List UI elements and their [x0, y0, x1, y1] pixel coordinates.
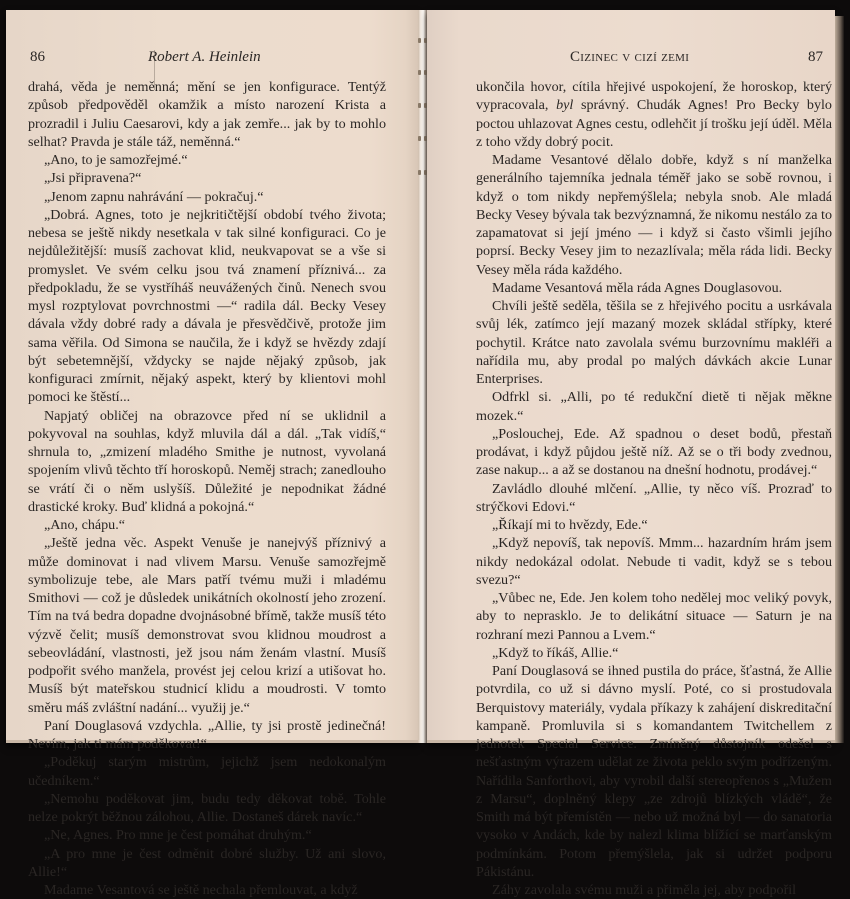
right-page: [427, 10, 835, 898]
paragraph: „Ještě jedna věc. Aspekt Venuše je nanejvýš příznivý a může dominovat i nad vlivem Marsu. Venuše samozřejmě symbolizuje tebe, ale Mars patří tvému muži i mladému Smithovi — což je důsledek unikátních okolností jeho zrození. Tím na tvá bedra dopadne dvojnásobné břímě, takže musíš této výzvě čelit; musíš demonstrovat svou klidnou moudrost a sebeovládání, vlastnosti, jež jsou nám ženám vlastní. Musíš podpořit svého manžela, provést jej celou krizí a utišovat ho. Musíš být mateřskou studnicí klidu a moudrosti. V tomto směru máš zvláštní nadání... využij je.“: [28, 535, 386, 716]
left-page-text: [28, 78, 386, 899]
paragraph: „Poděkuj starým mistrům, jejichž jsem nedokonalým učedníkem.“: [28, 754, 386, 789]
paragraph-text: ukončila hovor, cítila hřejivé uspokojení, že horoskop, který vypracovala,: [476, 79, 832, 114]
paragraph: „Říkají mi to hvězdy, Ede.“: [492, 517, 648, 533]
paragraph: Napjatý obličej na obrazovce před ní se uklidnil a pokyvoval na souhlas, když mluvila dál a dál. „Tak vidíš,“ shrnula to, „zmizení mladého Smithe je nutnost, vyvolaná spojením vlivů těchto tří horoskopů. Neměj strach; zanedlouho se vrátí či o něm uslyšíš. Důležité je nepodnikat žádné drastické kroky. Buď klidná a pokojná.“: [28, 407, 386, 515]
running-title-author: Robert A. Heinlein: [148, 49, 261, 65]
paragraph: „Poslouchej, Ede. Až spadnou o deset bodů, přestaň prodávat, i když půjdou ještě níž. Až se o tři body zvednou, zase nakup... a až se dostanou na dnešní hodnotu, prodávej.“: [476, 425, 832, 479]
open-book: [6, 10, 838, 898]
page-number-right: 87: [808, 49, 823, 65]
paragraph: Paní Douglasová se ihned pustila do práce, šťastná, že Allie potvrdila, co už si dávno myslí. Poté, co si prostudovala Berquistovy materiály, vydala příkazy k zahájení diskreditační kampaně. Promluvila si s komandantem Twitchellem z jednotek Special Service. Zmíněný důstojník odešel s nešťastným výrazem udělat ze života peklo svým podřízeným. Nařídila Sanforthovi, aby vyrobil další stereopřenos s „Mužem z Marsu“, doplněný klepy „ze zdrojů blízkých vládě“, že Smith má být přemístěn — nebo už možná byl — do sanatoria vysoko v Andách, kde by nalezl klima blížící se marťanským podmínkám. Potom přemýšlela, jak si udržet podporu Pákistánu.: [476, 663, 832, 880]
paragraph: Chvíli ještě seděla, těšila se z hřejivého pocitu a usrkávala svůj lék, zatímco její mazaný mozek skládal střípky, které pochytil. Krátce nato zavolala svému burzovnímu makléři a nařídila mu, aby prodal po malých dávkách akcie Lunar Enterprises.: [476, 298, 832, 387]
stitch-mark: [418, 103, 421, 108]
book-edge: [835, 16, 844, 743]
right-page-text: [476, 78, 832, 899]
paragraph: „A pro mne je čest odměnit dobré služby. Už ani slovo, Allie!“: [28, 845, 386, 880]
paragraph: „Ano, chápu.“: [44, 517, 126, 533]
paragraph: „Ne, Agnes. Pro mne je čest pomáhat druhým.“: [44, 827, 312, 844]
paragraph: Odfrkl si. „Alli, po té redukční dietě ti nějak měkne mozek.“: [476, 389, 832, 424]
paragraph: Paní Douglasová vzdychla. „Allie, ty jsi prostě jedinečná! Nevím, jak ti mám poděkovat!“: [28, 717, 386, 752]
stitch-mark: [418, 38, 421, 43]
paragraph: drahá, věda je neměnná; mění se jen konfigurace. Tentýž způsob předpověděl okamžik a místo narození Krista a prozradil i Juliu Caesarovi, kdy a jak zemře... jak by to mohlo selhat? Pravda je stále táž, neměnná.“: [28, 79, 386, 150]
emphasized-word: byl: [556, 97, 574, 114]
paragraph: „Vůbec ne, Ede. Jen kolem toho nedělej moc veliký povyk, aby to neprasklo. Je to delikátní situace — Saturn je na rozhraní mezi Pannou a Lvem.“: [476, 590, 832, 643]
left-page: [6, 10, 418, 898]
paragraph: Madame Vesantová se ještě nechala přemlouvat, a když: [44, 882, 358, 898]
paragraph: Madame Vesantová měla ráda Agnes Douglasovou.: [492, 279, 783, 296]
page-number-left: 86: [30, 49, 45, 65]
paragraph: „Jsi připravena?“: [44, 170, 142, 187]
stitch-mark: [418, 70, 421, 75]
stitch-mark: [418, 136, 421, 141]
book-spine: [418, 10, 427, 743]
running-title-book: Cizinec v cizí zemi: [570, 49, 690, 65]
paragraph: „Ano, to je samozřejmé.“: [44, 152, 188, 168]
paragraph: „Nemohu poděkovat jim, budu tedy děkovat tobě. Tohle nelze pokrýt běžnou zálohou, Allie. Dostaneš dárek navíc.“: [28, 790, 386, 825]
paragraph: „Dobrá. Agnes, toto je nejkritičtější období tvého života; nebesa se ještě nikdy nesetkala v tak silné konfiguraci. Co je nejdůležitější: musíš zachovat klid, neukvapovat se a vše si promyslet. Ve svém celku jsou tvá znamení příznivá... za předpokladu, že se vystříháš neuvážených činů. Nenech svou mysl rozptylovat povrchnostmi —“ radila dál. Becky Vesey dávala vždy dobré rady a dávala je přesvědčivě, protože jim sama věřila. Od Simona se naučila, že i když se hvězdy zdají být sebetemnější, vždycky se najde nějaký způsob, jak konfiguraci zmírnit, nějaký aspekt, který by klientovi mohl pomoci ke štěstí...: [28, 206, 386, 406]
paragraph-text: správný. Chudák Agnes! Pro Becky bylo poctou uhlazovat Agnes cestu, odlehčit jí trošku její úděl. Měla z toho vždy dobrý pocit.: [476, 97, 832, 150]
paragraph: [476, 78, 832, 151]
paragraph: „Když to říkáš, Allie.“: [492, 644, 619, 661]
paragraph: „Když nepovíš, tak nepovíš. Mmm... hazardním hrám jsem nikdy nedokázal odolat. Nebude ti vadit, když se s tebou svezu?“: [476, 535, 832, 588]
paper-scuff: [154, 50, 155, 90]
paragraph: „Jenom zapnu nahrávání — pokračuj.“: [44, 188, 264, 205]
paragraph: Zavládlo dlouhé mlčení. „Allie, ty něco víš. Prozraď to strýčkovi Edovi.“: [476, 480, 832, 515]
paragraph: Záhy zavolala svému muži a přiměla jej, aby podpořil: [492, 882, 797, 898]
stitch-mark: [418, 170, 421, 175]
paragraph: Madame Vesantové dělalo dobře, když s ní manželka generálního tajemníka jednala téměř jako se sobě rovnou, i když o tom nikdy nepřemýšlela; nebyla snob. Ale mladá Becky Vesey bývala tak bezvýznamná, že nikomu nestálo za to zapamatovat si její jméno — i když si často všimli jejího poprsí. Becky Vesey jim to nezazlívala; měla ráda lidi. Becky Vesey měla ráda každého.: [476, 152, 832, 278]
